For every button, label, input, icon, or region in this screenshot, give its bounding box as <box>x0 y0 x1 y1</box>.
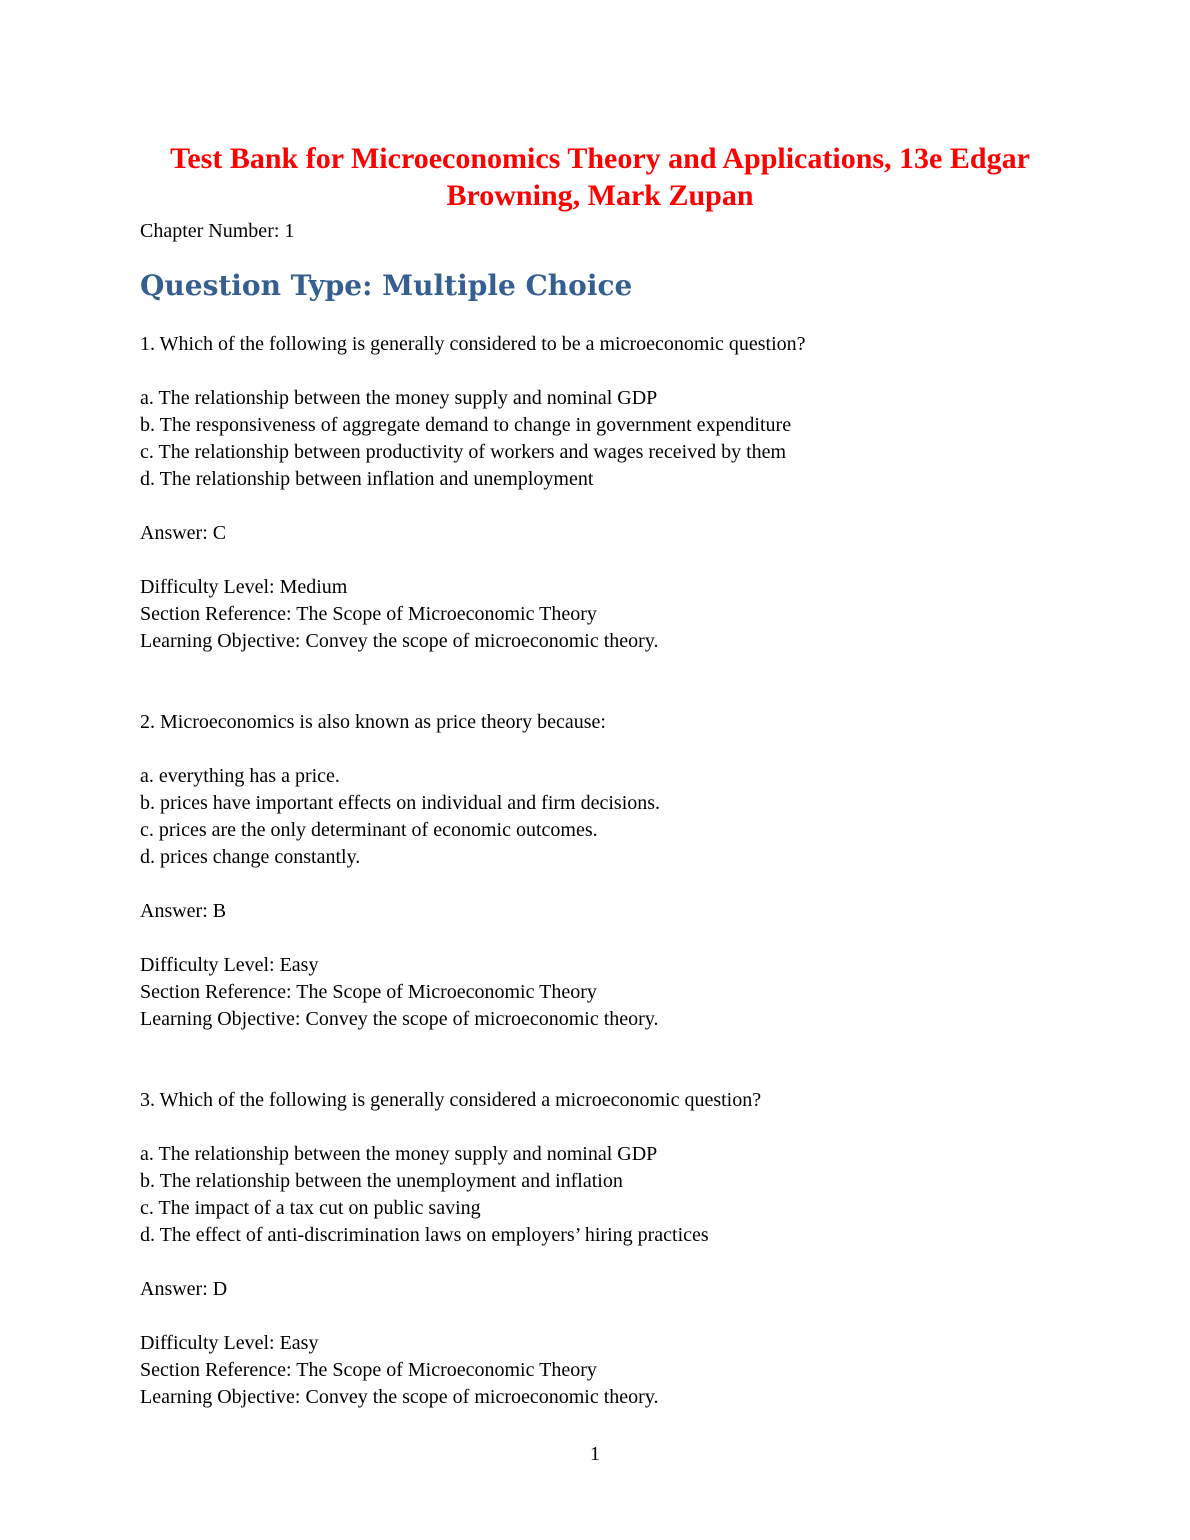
choice-a: a. The relationship between the money supply and nominal GDP <box>140 1143 658 1165</box>
document-title-line-2: Browning, Mark Zupan <box>446 179 754 212</box>
choice-c: c. The relationship between productivity of workers and wages received by them <box>140 441 787 463</box>
learning-objective-line: Learning Objective: Convey the scope of microeconomic theory. <box>140 1386 659 1408</box>
learning-objective-line: Learning Objective: Convey the scope of microeconomic theory. <box>140 630 659 652</box>
question-block-3 <box>140 1087 1060 1411</box>
question-block-2 <box>140 709 1060 1033</box>
choice-d: d. The relationship between inflation and unemployment <box>140 468 594 490</box>
question-prompt: 2. Microeconomics is also known as price theory because: <box>140 711 606 733</box>
question-block-1 <box>140 331 1060 655</box>
section-reference-line: Section Reference: The Scope of Microeconomic Theory <box>140 1359 597 1381</box>
answer-line: Answer: D <box>140 1278 228 1300</box>
choice-c: c. prices are the only determinant of economic outcomes. <box>140 819 598 841</box>
section-reference-line: Section Reference: The Scope of Microeconomic Theory <box>140 981 597 1003</box>
answer-line: Answer: C <box>140 522 227 544</box>
choice-a: a. everything has a price. <box>140 765 340 787</box>
answer-line: Answer: B <box>140 900 227 922</box>
difficulty-line: Difficulty Level: Easy <box>140 1332 319 1354</box>
choice-b: b. The responsiveness of aggregate demand to change in government expenditure <box>140 414 792 436</box>
choice-b: b. prices have important effects on individual and firm decisions. <box>140 792 661 814</box>
difficulty-line: Difficulty Level: Easy <box>140 954 319 976</box>
choice-c: c. The impact of a tax cut on public saving <box>140 1197 481 1219</box>
difficulty-line: Difficulty Level: Medium <box>140 576 348 598</box>
choice-a: a. The relationship between the money supply and nominal GDP <box>140 387 658 409</box>
page-number: 1 <box>590 1443 600 1465</box>
question-prompt: 1. Which of the following is generally considered to be a microeconomic question? <box>140 333 806 355</box>
document-title <box>140 140 1060 214</box>
choice-d: d. The effect of anti-discrimination laws on employers’ hiring practices <box>140 1224 709 1246</box>
learning-objective-line: Learning Objective: Convey the scope of microeconomic theory. <box>140 1008 659 1030</box>
question-type-heading: Question Type: Multiple Choice <box>140 269 633 302</box>
chapter-number: Chapter Number: 1 <box>140 220 295 242</box>
choice-d: d. prices change constantly. <box>140 846 361 868</box>
section-reference-line: Section Reference: The Scope of Microeconomic Theory <box>140 603 597 625</box>
question-prompt: 3. Which of the following is generally considered a microeconomic question? <box>140 1089 762 1111</box>
document-title-line-1: Test Bank for Microeconomics Theory and Applications, 13e Edgar <box>170 142 1030 175</box>
choice-b: b. The relationship between the unemployment and inflation <box>140 1170 623 1192</box>
